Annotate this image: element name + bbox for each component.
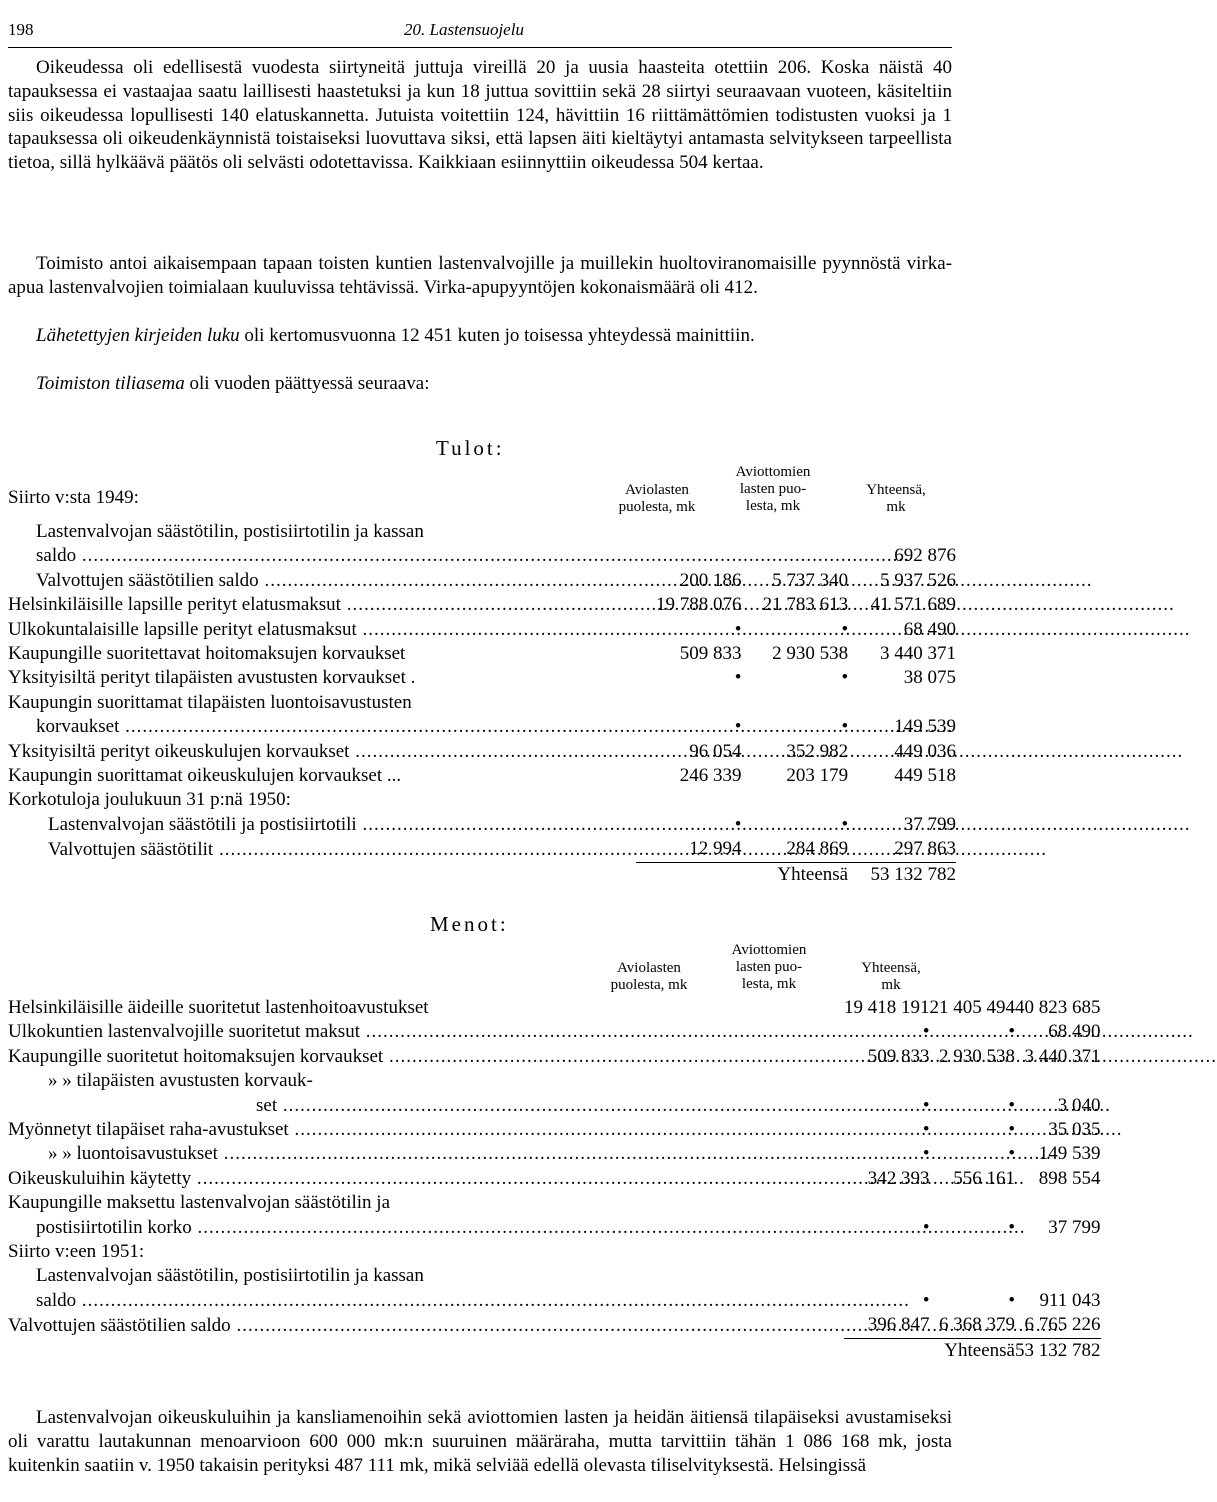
expenses-row-value-1 xyxy=(844,1191,930,1215)
income-col-head-1: Aviolasten puolesta, mk xyxy=(618,482,696,515)
income-row-value-1: 509 833 xyxy=(679,643,742,665)
expenses-row-value-3 xyxy=(1015,1069,1101,1093)
expenses-row-value-1: 396 847 xyxy=(867,1314,930,1336)
income-row xyxy=(8,813,956,837)
income-row-value-1 xyxy=(636,691,741,715)
income-row-value-3: 41 571 689 xyxy=(870,594,956,616)
expenses-total-value: 53 132 782 xyxy=(1015,1338,1101,1363)
expenses-total-label: Yhteensä xyxy=(844,1338,1015,1363)
expenses-row-label: Lastenvalvojan säästötilin, postisiirtotilin ja kassan xyxy=(36,1265,424,1287)
expenses-row-label: Myönnetyt tilapäiset raha-avustukset ..... xyxy=(8,1118,844,1142)
income-row-value-1: 200 186 xyxy=(679,569,742,591)
expenses-row-value-2 xyxy=(930,1264,1016,1288)
expenses-row-value-2 xyxy=(930,1191,1016,1215)
expenses-row-value-3: 68 490 xyxy=(1048,1021,1101,1043)
income-row-label: Lastenvalvojan säästötilin, postisiirtotilin ja kassan xyxy=(36,521,424,542)
income-row xyxy=(8,593,956,617)
income-row-value-2: • xyxy=(841,716,849,738)
expenses-row-value-2: 21 405 494 xyxy=(929,997,1015,1018)
income-row-label: Kaupungille suoritettavat hoitomaksujen korvaukset xyxy=(8,643,406,665)
expenses-total-row xyxy=(8,1338,1101,1363)
income-row-value-3: 449 518 xyxy=(894,765,956,787)
expenses-row-value-2: 6 368 379 xyxy=(939,1314,1015,1336)
income-row xyxy=(8,520,956,544)
expenses-row-value-1: • xyxy=(922,1094,930,1116)
income-row xyxy=(8,569,956,593)
expenses-row xyxy=(8,996,1101,1020)
expenses-col-head-2: Aviottomien lasten puo- lesta, mk xyxy=(731,942,807,992)
income-row xyxy=(8,691,956,715)
income-row-label: Yksityisiltä perityt tilapäisten avustusten korvaukset . xyxy=(8,667,416,689)
expenses-row-value-1 xyxy=(844,1240,930,1264)
expenses-row-value-3: 35 035 xyxy=(1048,1119,1101,1141)
expenses-row-value-3 xyxy=(1015,1264,1101,1288)
expenses-row-value-1 xyxy=(844,1264,930,1288)
income-row xyxy=(8,740,956,764)
expenses-row-label: Valvottujen säästötilien saldo ..... xyxy=(8,1313,844,1338)
income-row-value-1: 19 788 076 xyxy=(655,594,742,616)
expenses-row xyxy=(8,1289,1101,1313)
income-row-label: Korkotuloja joulukuun 31 p:nä 1950: xyxy=(8,789,291,811)
expenses-row-value-3: 3 440 371 xyxy=(1024,1045,1101,1067)
income-row-value-3: 3 440 371 xyxy=(880,643,956,665)
expenses-row-value-2: • xyxy=(1008,1021,1015,1043)
income-row xyxy=(8,715,956,739)
expenses-row xyxy=(8,1264,1101,1288)
expenses-row-value-2: • xyxy=(1008,1289,1015,1311)
expenses-row-label: postisiirtotilin korko ..... xyxy=(8,1216,844,1240)
expenses-row-value-2: • xyxy=(1008,1143,1015,1165)
expenses-row-value-3: 898 554 xyxy=(1038,1167,1101,1189)
expenses-row xyxy=(8,1240,1101,1264)
income-row-value-1: 246 339 xyxy=(679,765,742,787)
expenses-row-value-3: 40 823 685 xyxy=(1015,997,1101,1018)
expenses-col-head-3: Yhteensä, mk xyxy=(861,960,921,993)
expenses-row-value-3: 37 799 xyxy=(1048,1216,1101,1238)
income-row-value-1: • xyxy=(734,813,742,835)
income-lead: Siirto v:sta 1949: xyxy=(8,487,139,508)
income-row-label: Ulkokuntalaisille lapsille perityt elatusmaksut ..... xyxy=(8,618,636,642)
income-row-label: korvaukset ..... xyxy=(8,715,636,739)
income-row-value-2: 284 869 xyxy=(786,838,849,860)
income-table xyxy=(8,520,956,887)
expenses-row-value-1: • xyxy=(922,1289,930,1311)
expenses-row-value-3: 149 539 xyxy=(1038,1143,1101,1165)
income-row xyxy=(8,764,956,788)
expenses-row-value-1: 342 393 xyxy=(867,1167,930,1189)
income-row-value-2: 203 179 xyxy=(786,765,849,787)
expenses-row xyxy=(8,1094,1101,1118)
expenses-row-label: » » luontoisavustukset ..... xyxy=(8,1142,844,1166)
expenses-row xyxy=(8,1216,1101,1240)
income-row-value-2: • xyxy=(841,667,849,689)
expenses-col-head-1: Aviolasten puolesta, mk xyxy=(610,960,688,993)
expenses-row xyxy=(8,1167,1101,1191)
income-total-row xyxy=(8,862,956,887)
income-row xyxy=(8,837,956,862)
income-row xyxy=(8,788,956,812)
income-row-value-3: 149 539 xyxy=(894,716,956,738)
income-row xyxy=(8,666,956,690)
income-row-value-2 xyxy=(741,788,848,812)
income-row-value-3: 449 036 xyxy=(894,740,956,762)
income-row xyxy=(8,618,956,642)
income-row-value-2: 5 737 340 xyxy=(772,569,849,591)
income-row-value-3: 38 075 xyxy=(903,667,956,689)
income-row-value-3: 37 799 xyxy=(903,813,956,835)
income-row-value-2: 21 783 613 xyxy=(762,594,849,616)
expenses-row-value-3 xyxy=(1015,1191,1101,1215)
accounts-paragraph: Toimiston tiliasema oli vuoden päättyessä seuraava: xyxy=(36,373,430,394)
expenses-row-value-1: • xyxy=(922,1119,930,1141)
expenses-row-value-1: 19 418 191 xyxy=(844,997,930,1018)
intro-paragraph: Oikeudessa oli edellisestä vuodesta siirtyneitä juttuja vireillä 20 ja uusia haasteita otettiin 206. Koska näistä 40 tapauksessa ei vastaajaa saatu laillisesti haastetuksi ja kun 18 juttua sovittiin sekä 28 siirtyi seuraavaan vuoteen, käsiteltiin siis oikeudessa lopullisesti 140 elatuskannetta. Jutuista voitettiin 124, hävittiin 16 riittämättömien todistusten vuoksi ja 1 tapauksessa oli oikeudenkäynnistä toistaiseksi luovuttava siksi, että lapsen äiti kieltäytyi antamasta selvitykseen tarpeellista tietoa, sillä hylkäävä päätös oli selvästi odotettavissa. Kaikkiaan esiinnyttiin oikeudessa 504 kertaa. xyxy=(8,57,952,174)
income-row-label: Lastenvalvojan säästötili ja postisiirtotili ..... xyxy=(8,813,636,837)
income-row-label: saldo ..... xyxy=(8,544,636,568)
expenses-row-value-2: • xyxy=(1008,1119,1015,1141)
income-row-label: Kaupungin suorittamat oikeuskulujen korvaukset ... xyxy=(8,765,402,787)
income-row-value-2: • xyxy=(841,813,849,835)
income-total-value: 53 132 782 xyxy=(848,862,956,887)
income-row-value-1: • xyxy=(734,618,742,640)
income-row-value-3: 68 490 xyxy=(903,618,956,640)
expenses-row-label: Siirto v:een 1951: xyxy=(8,1241,145,1263)
income-row-value-3: 5 937 526 xyxy=(880,569,956,591)
expenses-row-value-1: • xyxy=(922,1143,930,1165)
expenses-row-value-2: • xyxy=(1008,1094,1015,1116)
expenses-row xyxy=(8,1069,1101,1093)
expenses-row-label: set ..... xyxy=(8,1094,844,1118)
expenses-row xyxy=(8,1020,1101,1044)
expenses-row-value-2: 556 161 xyxy=(953,1167,1015,1189)
expenses-row-value-3: 6 765 226 xyxy=(1024,1314,1101,1336)
header-rule xyxy=(8,47,952,48)
income-row-label: Kaupungin suorittamat tilapäisten luontoisavustusten xyxy=(8,691,412,713)
closing-paragraph: Lastenvalvojan oikeuskuluihin ja kansliamenoihin sekä aviottomien lasten ja heidän äitiensä tilapäiseksi avustamiseksi oli varattu lautakunnan menoarvioon 600 000 mk:n suuruinen määräraha, mutta tarvittiin tähän 1 086 168 mk, josta kuitenkin saatiin v. 1950 takaisin perityksi 487 111 mk, mikä selviää edellä olevasta tiliselvityksestä. Helsingissä xyxy=(8,1407,952,1476)
page-header xyxy=(8,20,952,44)
office-paragraph: Toimisto antoi aikaisempaan tapaan toisten kuntien lastenvalvojille ja muillekin huoltoviranomaisille pyynnöstä virka-apua lastenvalvojien toimialaan kuuluvissa tehtävissä. Virka-apupyyntöjen kokonaismäärä oli 412. xyxy=(8,253,952,298)
expenses-row-label: Oikeuskuluihin käytetty ..... xyxy=(8,1167,844,1191)
income-row-value-1 xyxy=(636,520,741,544)
income-row-value-2: • xyxy=(841,618,849,640)
expenses-row xyxy=(8,1313,1101,1338)
income-row-value-2 xyxy=(741,691,848,715)
income-row-label: Yksityisiltä perityt oikeuskulujen korvaukset ..... xyxy=(8,740,636,764)
income-row xyxy=(8,642,956,666)
income-row-value-3: 692 876 xyxy=(894,545,956,567)
income-row-value-3 xyxy=(848,691,956,715)
income-title: Tulot: xyxy=(436,436,505,460)
expenses-row-label: Helsinkiläisille äideille suoritetut lastenhoitoavustukset xyxy=(8,997,429,1018)
income-row-value-2: 2 930 538 xyxy=(772,643,849,665)
income-row-value-1: • xyxy=(734,667,742,689)
income-row-value-3: 297 863 xyxy=(894,838,956,860)
income-row-value-1: 12 994 xyxy=(689,838,742,860)
income-row-value-1 xyxy=(636,788,741,812)
letters-paragraph: Lähetettyjen kirjeiden luku oli kertomusvuonna 12 451 kuten jo toisessa yhteydessä mainittiin. xyxy=(36,325,755,346)
expenses-row-value-3: 911 043 xyxy=(1039,1289,1101,1311)
expenses-row-label: Kaupungille maksettu lastenvalvojan säästötilin ja xyxy=(8,1192,391,1214)
income-row-value-2 xyxy=(741,520,848,544)
expenses-row-label: » » tilapäisten avustusten korvauk- xyxy=(48,1070,313,1092)
expenses-row-value-2: 2 930 538 xyxy=(939,1045,1015,1067)
expenses-row-value-3 xyxy=(1015,1240,1101,1264)
income-row-label: Valvottujen säästötilien saldo ..... xyxy=(8,569,636,593)
income-row-value-1: • xyxy=(734,716,742,738)
running-title: 20. Lastensuojelu xyxy=(404,20,524,39)
income-col-head-3: Yhteensä, mk xyxy=(866,482,926,515)
income-row xyxy=(8,544,956,568)
expenses-row-label: Ulkokuntien lastenvalvojille suoritetut maksut ..... xyxy=(8,1020,844,1044)
expenses-row xyxy=(8,1045,1101,1069)
income-total-label: Yhteensä xyxy=(636,862,848,887)
income-row-value-1: 96 054 xyxy=(689,740,742,762)
income-row-value-3 xyxy=(848,520,956,544)
income-col-head-2: Aviottomien lasten puo- lesta, mk xyxy=(735,464,811,514)
expenses-row-value-2: • xyxy=(1008,1216,1015,1238)
expenses-row-value-2 xyxy=(930,1069,1016,1093)
income-row-label: Helsinkiläisille lapsille perityt elatusmaksut ..... xyxy=(8,593,636,617)
expenses-row xyxy=(8,1142,1101,1166)
income-row-value-2: 352 982 xyxy=(786,740,849,762)
income-row-value-3 xyxy=(848,788,956,812)
expenses-row xyxy=(8,1118,1101,1142)
expenses-row-value-2 xyxy=(930,1240,1016,1264)
expenses-row-value-1 xyxy=(844,1069,930,1093)
expenses-row-label: Kaupungille suoritetut hoitomaksujen korvaukset ..... xyxy=(8,1045,844,1069)
expenses-row-value-1: • xyxy=(922,1216,930,1238)
expenses-row-label: saldo ..... xyxy=(8,1289,844,1313)
expenses-row-value-1: • xyxy=(922,1021,930,1043)
page-number: 198 xyxy=(8,20,34,39)
expenses-table xyxy=(8,996,1101,1363)
expenses-title: Menot: xyxy=(430,912,509,936)
expenses-row-value-3: 3 040 xyxy=(1057,1094,1101,1116)
income-row-label: Valvottujen säästötilit ..... xyxy=(8,837,636,862)
expenses-row-value-1: 509 833 xyxy=(867,1045,930,1067)
expenses-row xyxy=(8,1191,1101,1215)
